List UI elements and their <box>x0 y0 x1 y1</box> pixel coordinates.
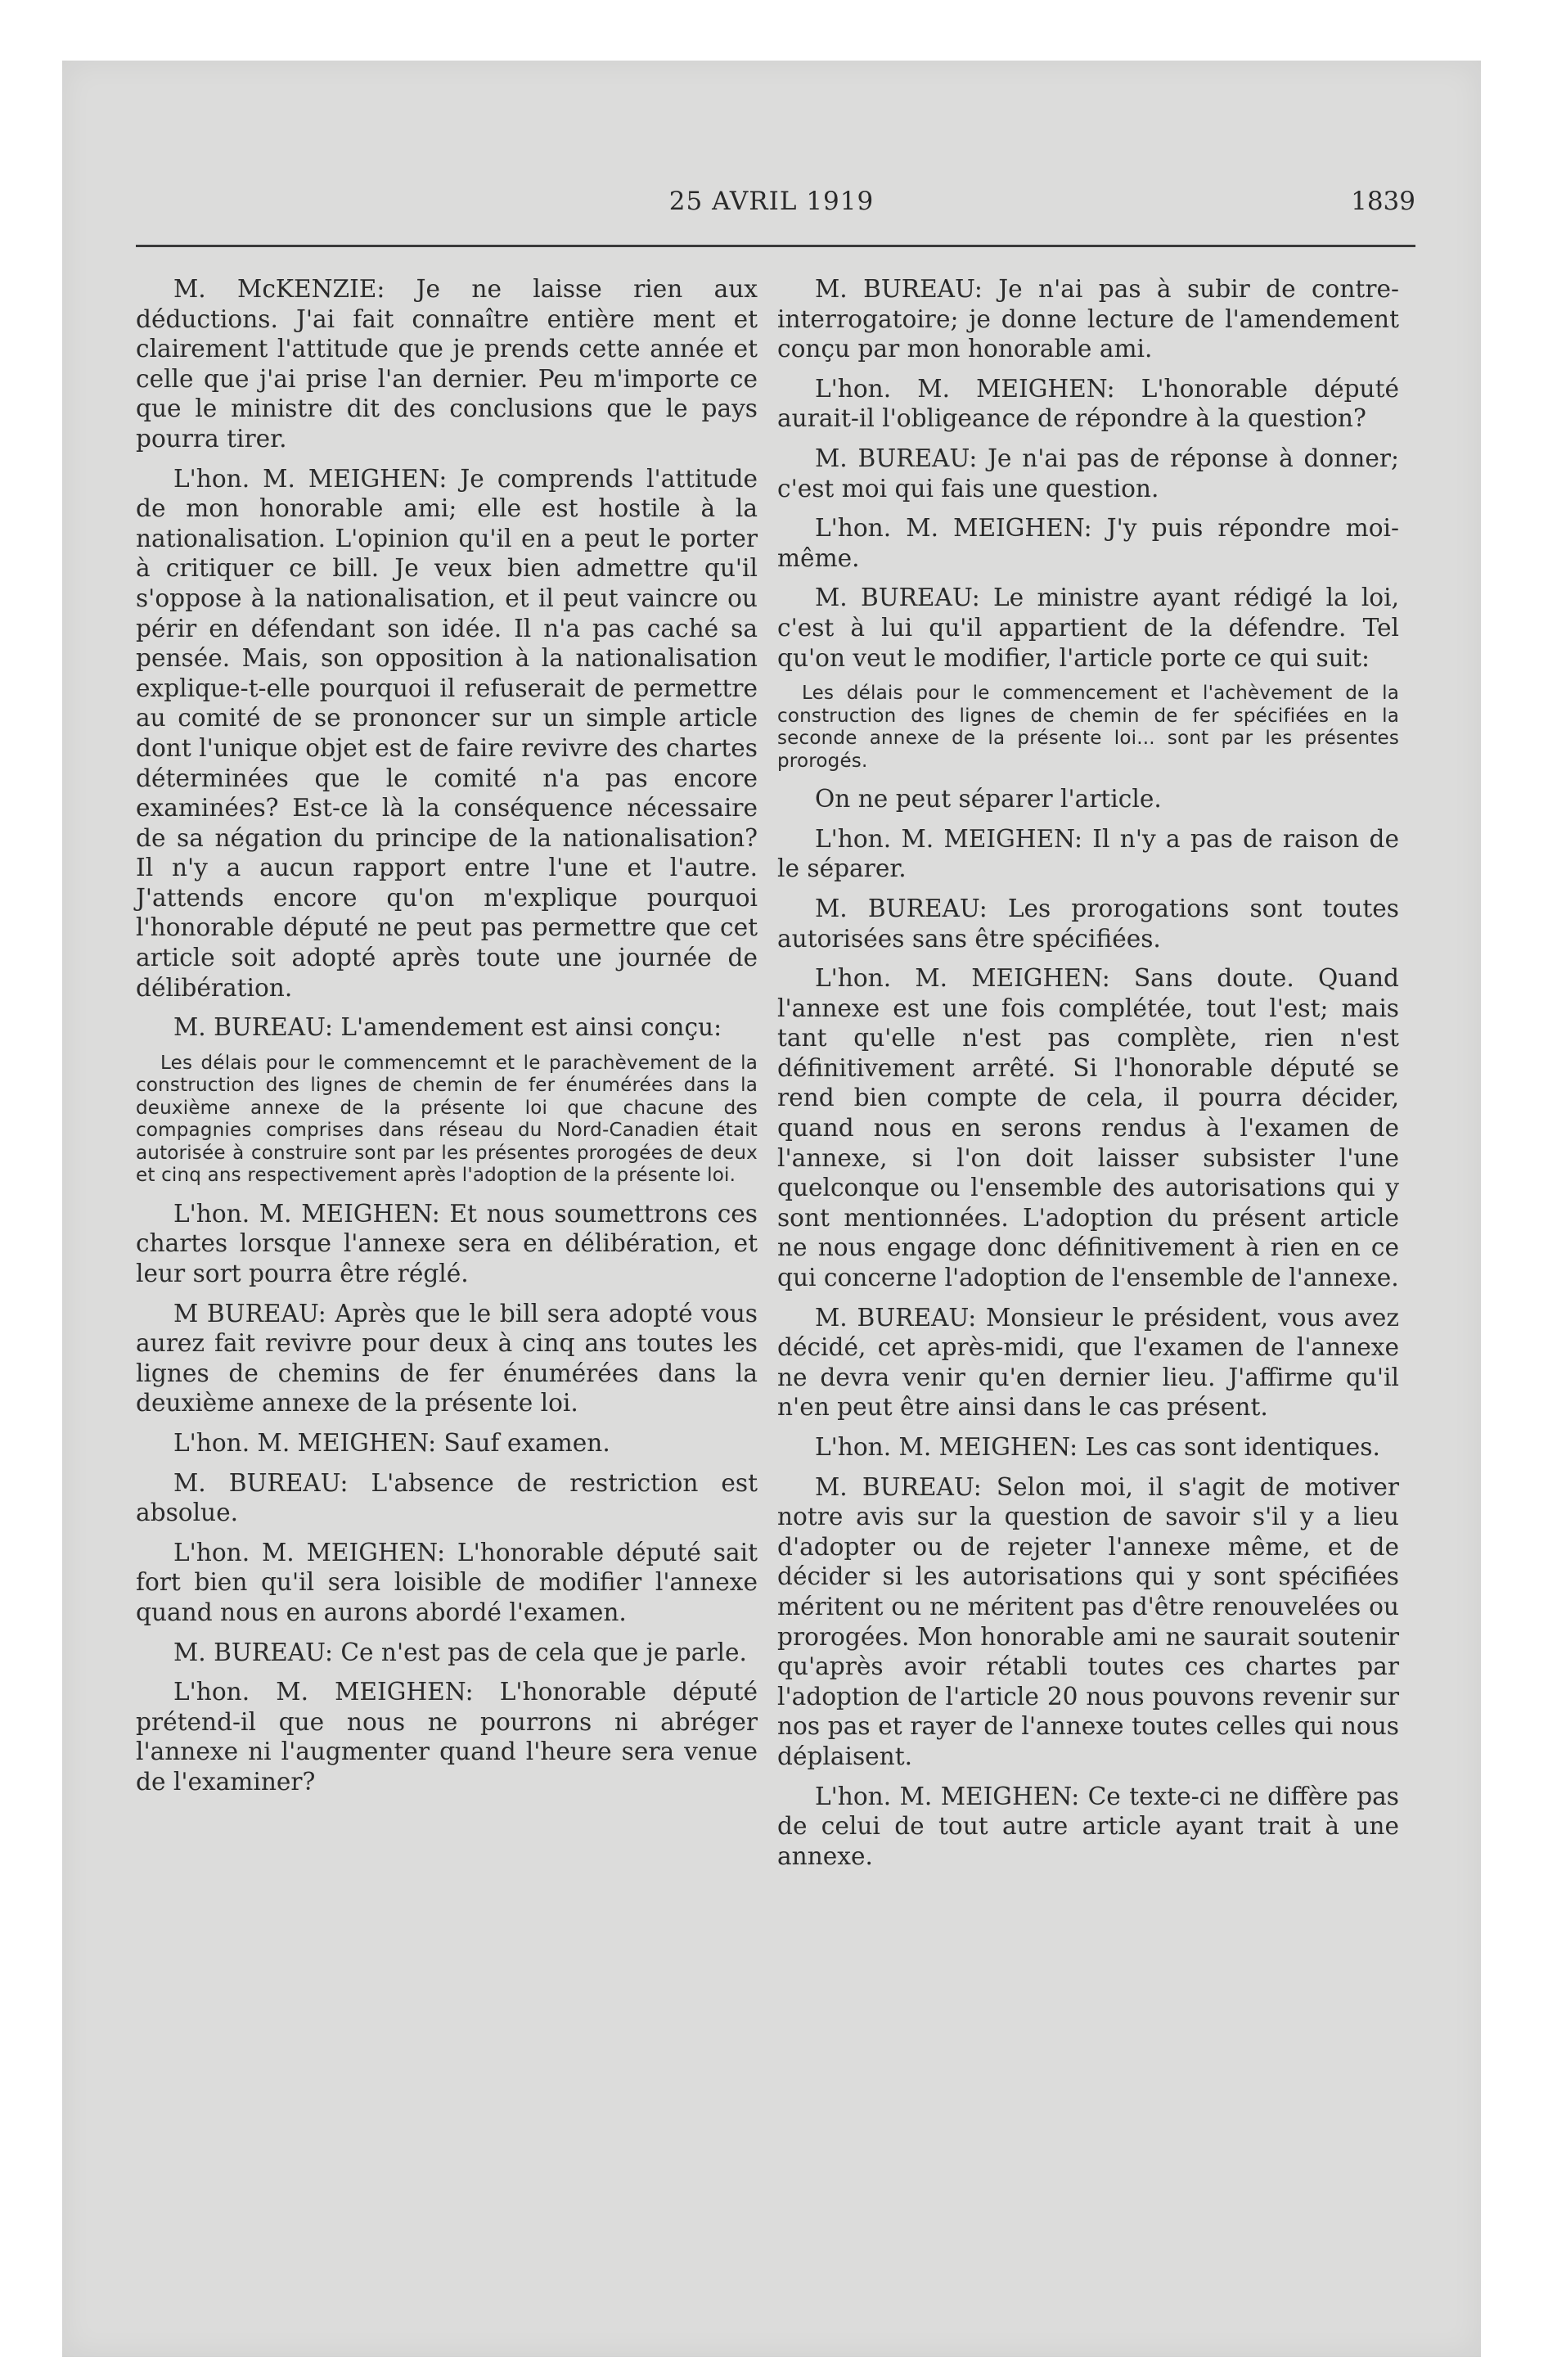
right-column <box>777 274 1399 1881</box>
quoted-amendment: Les délais pour le commencemnt et le parachèvement de la construction des lignes de chemin de fer énumérées dans la deuxième annexe de la présente loi que chacune des compagnies comprises dans réseau du Nord-Canadien était autorisée à construire sont par les présentes prorogées de deux et cinq ans respectivement après l'adoption de la présente loi. <box>136 1052 758 1187</box>
paragraph: L'hon. M. MEIGHEN: Je comprends l'attitude de mon honorable ami; elle est hostile à la nationalisation. L'opinion qu'il en a peut le porter à critiquer ce bill. Je veux bien admettre qu'il s'oppose à la nationalisation, et il peut vaincre ou périr en défendant son idée. Il n'a pas caché sa pensée. Mais, son opposition à la nationalisation explique-t-elle pourquoi il refuserait de permettre au comité de se prononcer sur un simple article dont l'unique objet est de faire revivre des chartes déterminées que le comité n'a pas encore examinées? Est-ce là la conséquence nécessaire de sa négation du principe de la nationalisation? Il n'y a aucun rapport entre l'une et l'autre. J'attends encore qu'on m'explique pourquoi l'honorable député ne peut pas permettre que cet article soit adopté après toute une journée de délibération. <box>136 464 758 1002</box>
left-column <box>136 274 758 1807</box>
paragraph: M. McKENZIE: Je ne laisse rien aux déductions. J'ai fait connaître entière ment et clairement l'attitude que je prends cette année et celle que j'ai prise l'an dernier. Peu m'importe ce que le ministre dit des conclusions que le pays pourra tirer. <box>136 275 758 453</box>
paragraph: L'hon. M. MEIGHEN: L'honorable député aurait-il l'obligeance de répondre à la question? <box>777 374 1399 433</box>
paragraph: L'hon. M. MEIGHEN: Sauf examen. <box>173 1429 610 1457</box>
header-date: 25 AVRIL 1919 <box>668 187 875 216</box>
paragraph: L'hon. M. MEIGHEN: Il n'y a pas de raison de le séparer. <box>777 824 1399 883</box>
paragraph: M. BUREAU: Selon moi, il s'agit de motiver notre avis sur la question de savoir s'il y a lieu d'adopter ou de rejeter l'annexe même, et de décider si les autorisations qui y sont spécifiées méritent ou ne méritent pas d'être renouvelées ou prorogées. Mon honorable ami ne saurait soutenir qu'après avoir rétabli toutes ces chartes par l'adoption de l'article 20 nous pouvons revenir sur nos pas et rayer de l'annexe toutes celles qui nous déplaisent. <box>777 1472 1399 1770</box>
paragraph: M BUREAU: Après que le bill sera adopté vous aurez fait revivre pour deux à cinq ans toutes les lignes de chemins de fer énumérées dans la deuxième annexe de la présente loi. <box>136 1299 758 1418</box>
paragraph: M. BUREAU: Je n'ai pas à subir de contre-interrogatoire; je donne lecture de l'amendement conçu par mon honorable ami. <box>777 275 1399 363</box>
paragraph: M. BUREAU: L'absence de restriction est absolue. <box>136 1468 758 1527</box>
paragraph: M. BUREAU: Je n'ai pas de réponse à donner; c'est moi qui fais une question. <box>777 444 1399 503</box>
paragraph: M. BUREAU: Monsieur le président, vous avez décidé, cet après-midi, que l'examen de l'annexe ne devra venir qu'en dernier lieu. J'affirme qu'il n'en peut être ainsi dans le cas présent. <box>777 1303 1399 1422</box>
paragraph: L'hon. M. MEIGHEN: Sans doute. Quand l'annexe est une fois complétée, tout l'est; mais tant qu'elle n'est pas complète, rien n'est définitivement arrêté. Si l'honorable député se rend bien compte de cela, il pourra décider, quand nous en serons rendus à l'examen de l'annexe, si l'on doit laisser subsister l'une quelconque ou l'ensemble des autorisations qui y sont mentionnées. L'adoption du présent article ne nous engage donc définitivement à rien en ce qui concerne l'adoption de l'ensemble de l'annexe. <box>777 964 1399 1292</box>
paragraph: L'hon. M. MEIGHEN: L'honorable député prétend-il que nous ne pourrons ni abréger l'annexe ni l'augmenter quand l'heure sera venue de l'examiner? <box>136 1678 758 1796</box>
paragraph: L'hon. M. MEIGHEN: L'honorable député sait fort bien qu'il sera loisible de modifier l'annexe quand nous en aurons abordé l'examen. <box>136 1538 758 1626</box>
paragraph: M. BUREAU: Ce n'est pas de cela que je parle. <box>173 1638 747 1666</box>
paragraph: L'hon. M. MEIGHEN: Les cas sont identiques. <box>815 1433 1380 1461</box>
paragraph: L'hon. M. MEIGHEN: J'y puis répondre moi-même. <box>777 514 1399 572</box>
paragraph: L'hon. M. MEIGHEN: Ce texte-ci ne diffère pas de celui de tout autre article ayant trait à une annexe. <box>777 1782 1399 1870</box>
page-number: 1839 <box>1351 187 1415 216</box>
paragraph: M. BUREAU: Le ministre ayant rédigé la loi, c'est à lui qu'il appartient de la défendre. Tel qu'on veut le modifier, l'article porte ce qui suit: <box>777 584 1399 672</box>
paragraph: M. BUREAU: L'amendement est ainsi conçu: <box>173 1013 722 1042</box>
paragraph: On ne peut séparer l'article. <box>815 785 1162 814</box>
paragraph: M. BUREAU: Les prorogations sont toutes autorisées sans être spécifiées. <box>777 894 1399 953</box>
paragraph: L'hon. M. MEIGHEN: Et nous soumettrons ces chartes lorsque l'annexe sera en délibération, et leur sort pourra être réglé. <box>136 1199 758 1288</box>
header-rule <box>136 245 1415 247</box>
quoted-article: Les délais pour le commencement et l'achèvement de la construction des lignes de chemin de fer spécifiées en la seconde annexe de la présente loi... sont par les présentes prorogés. <box>777 683 1399 772</box>
page-header <box>62 187 1481 228</box>
